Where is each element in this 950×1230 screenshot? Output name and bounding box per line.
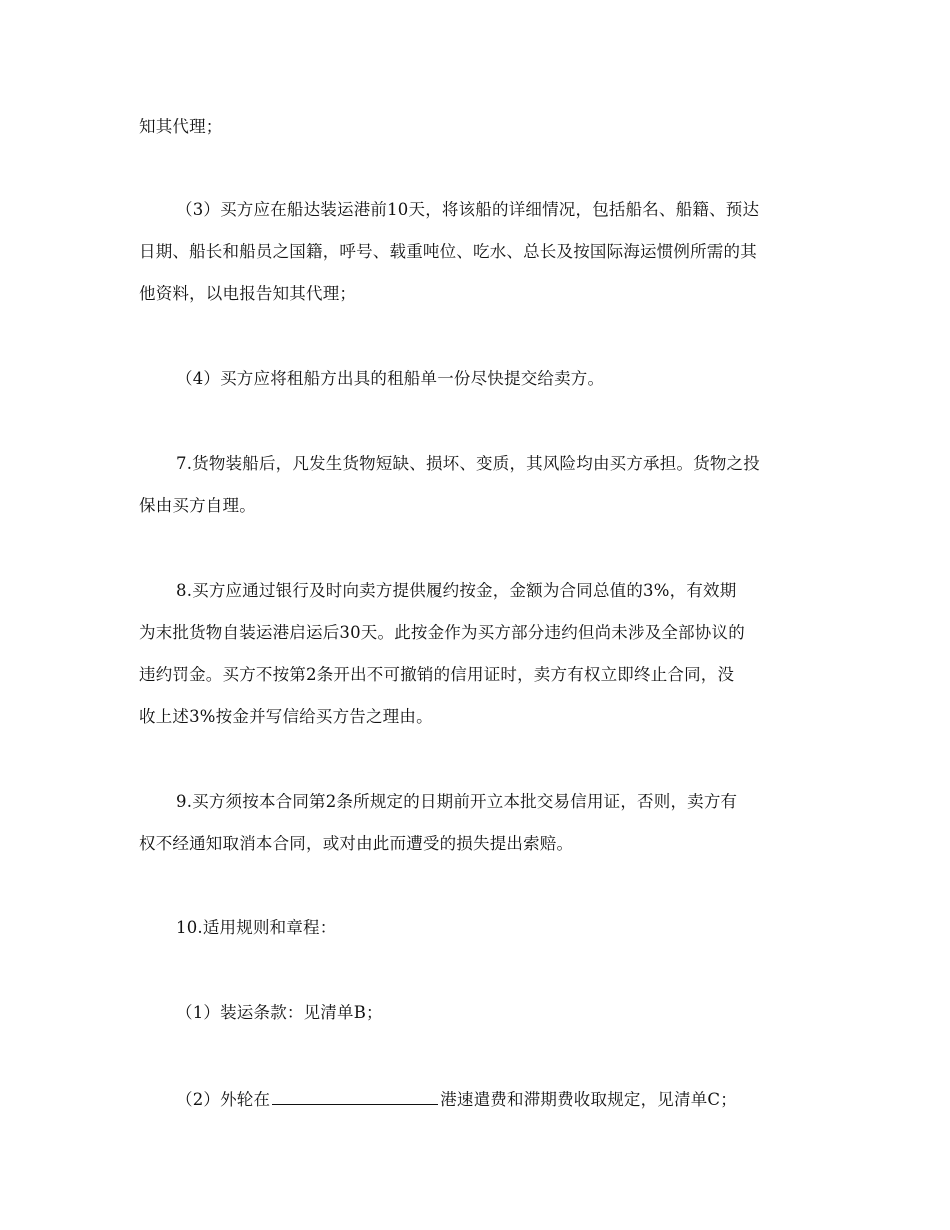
text-line: 为末批货物自装运港启运后30天。此按金作为买方部分违约但尚未涉及全部协议的 <box>139 623 745 642</box>
text-line: 知其代理； <box>139 117 223 136</box>
text-line: （3）买方应在船达装运港前10天，将该船的详细情况，包括船名、船籍、预达 <box>176 200 760 219</box>
text-line: 8.买方应通过银行及时向卖方提供履约按金，金额为合同总值的3%，有效期 <box>176 581 737 600</box>
text-segment: 港速遣费和滞期费收取规定，见清单C； <box>440 1090 737 1109</box>
text-line: 10.适用规则和章程： <box>176 918 337 937</box>
text-line-with-blank <box>176 1088 737 1110</box>
text-line: （4）买方应将租船方出具的租船单一份尽快提交给卖方。 <box>176 369 605 388</box>
text-line: 7.货物装船后，凡发生货物短缺、损坏、变质，其风险均由买方承担。货物之投 <box>176 454 760 473</box>
text-line: 收上述3%按金并写信给买方告之理由。 <box>139 707 433 726</box>
text-line: 日期、船长和船员之国籍，呼号、载重吨位、吃水、总长及按国际海运惯例所需的其 <box>139 242 757 261</box>
text-line: 保由买方自理。 <box>139 496 256 515</box>
fill-in-blank <box>272 1088 438 1105</box>
text-line: 权不经通知取消本合同，或对由此而遭受的损失提出索赔。 <box>139 834 574 853</box>
text-line: （1）装运条款：见清单B； <box>176 1003 383 1022</box>
text-line: 违约罚金。买方不按第2条开出不可撤销的信用证时，卖方有权立即终止合同，没 <box>139 665 735 684</box>
text-line: 9.买方须按本合同第2条所规定的日期前开立本批交易信用证，否则，卖方有 <box>176 792 738 811</box>
text-line: 他资料，以电报告知其代理； <box>139 284 357 303</box>
text-segment: （2）外轮在 <box>176 1090 271 1109</box>
